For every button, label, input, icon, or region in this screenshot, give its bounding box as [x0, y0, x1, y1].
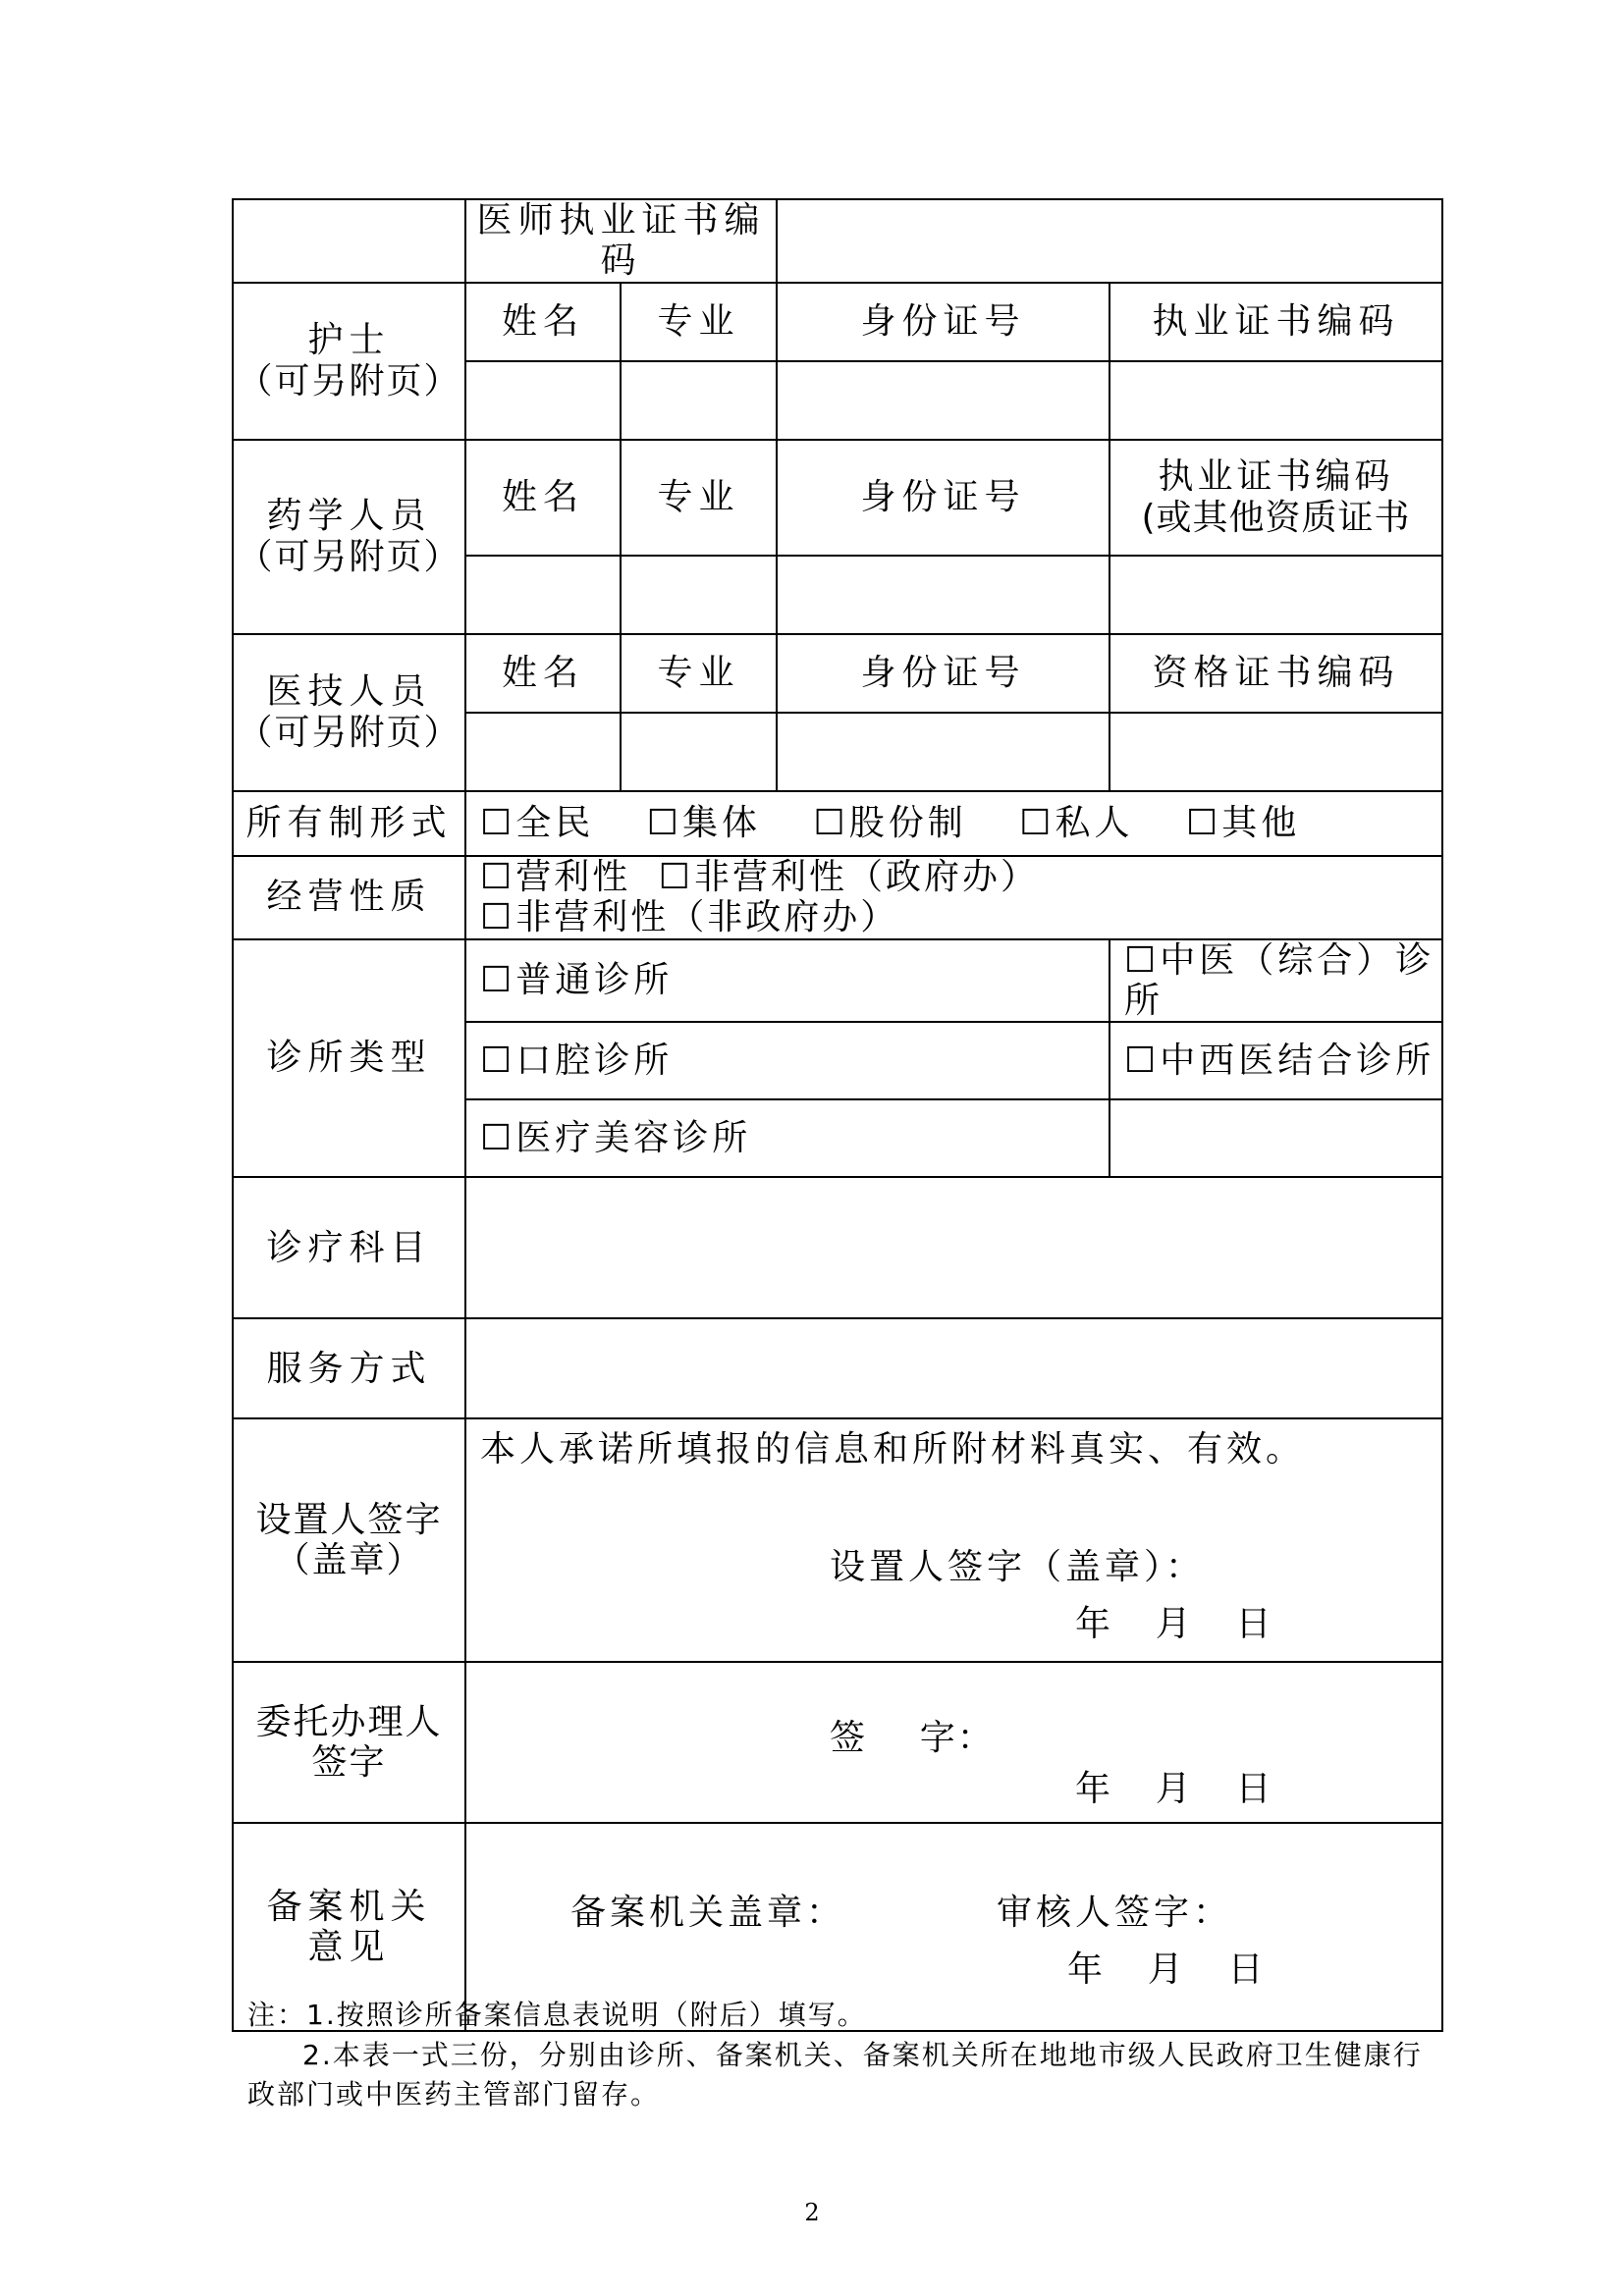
ownership-option-other[interactable]	[1186, 803, 1300, 843]
clinic-type-option-dental[interactable]	[465, 1022, 1110, 1099]
ownership-option-private[interactable]	[1019, 803, 1133, 843]
authority-label-line1: 备案机关	[266, 1886, 432, 1927]
setter-date[interactable]: 年 月 日	[1075, 1604, 1272, 1645]
agent-content	[465, 1662, 1442, 1823]
technician-label	[233, 634, 465, 791]
nurse-header-row	[233, 283, 1442, 361]
ownership-option-public[interactable]	[480, 803, 594, 843]
setter-label	[233, 1418, 465, 1662]
clinic-type-option-tcm[interactable]	[1110, 939, 1442, 1023]
pharmacy-col-cert-line2: (或其他资质证书	[1141, 497, 1411, 538]
setter-label-line2: （盖章）	[274, 1540, 424, 1581]
service-row	[233, 1318, 1442, 1418]
service-field[interactable]	[465, 1318, 1442, 1418]
checkbox-icon[interactable]: ☐	[813, 803, 845, 844]
setter-promise: 本人承诺所填报的信息和所附材料真实、有效。	[480, 1429, 1306, 1470]
checkbox-icon[interactable]: ☐	[1124, 1041, 1157, 1082]
nurse-col-id: 身份证号	[777, 283, 1110, 361]
clinic-type-row-1	[233, 939, 1442, 1023]
clinic-type-label: 诊所类型	[233, 939, 465, 1178]
pharmacy-major-field[interactable]	[621, 556, 777, 634]
authority-reviewer-line[interactable]: 审核人签字：	[997, 1893, 1233, 1934]
setter-content	[465, 1418, 1442, 1662]
technician-cert-field[interactable]	[1110, 713, 1442, 791]
technician-label-line2: （可另附页）	[237, 712, 461, 753]
setter-label-line1: 设置人签字	[255, 1499, 443, 1540]
agent-signature-line[interactable]: 签 字：	[830, 1718, 995, 1759]
setter-signature-line[interactable]: 设置人签字（盖章）：	[830, 1547, 1206, 1588]
nurse-label-line1: 护士	[307, 320, 391, 361]
technician-header-row	[233, 634, 1442, 713]
ownership-row	[233, 791, 1442, 856]
pharmacy-label-line2: （可另附页）	[237, 536, 461, 577]
service-label: 服务方式	[233, 1318, 465, 1418]
note-line-1: 注：1.按照诊所备案信息表说明（附后）填写。	[247, 1999, 867, 2031]
ownership-option-collective[interactable]	[647, 803, 761, 843]
option-label: 非营利性（政府办）	[694, 856, 1040, 897]
checkbox-icon[interactable]: ☐	[480, 1041, 513, 1082]
option-label: 中医（综合）诊所	[1124, 939, 1435, 1021]
authority-date[interactable]: 年 月 日	[1067, 1949, 1264, 1991]
agent-label	[233, 1662, 465, 1823]
checkbox-icon[interactable]: ☐	[480, 1118, 513, 1159]
checkbox-icon[interactable]: ☐	[480, 897, 513, 938]
pharmacy-col-cert-line1: 执业证书编码	[1158, 456, 1394, 498]
option-label: 营利性	[515, 856, 631, 897]
pharmacy-name-field[interactable]	[465, 556, 621, 634]
checkbox-icon[interactable]: ☐	[480, 856, 513, 897]
pharmacy-cert-field[interactable]	[1110, 556, 1442, 634]
pharmacy-label-line1: 药学人员	[266, 496, 432, 537]
technician-major-field[interactable]	[621, 713, 777, 791]
pharmacy-header-row	[233, 440, 1442, 556]
nurse-label	[233, 283, 465, 440]
option-label: 非营利性（非政府办）	[515, 897, 899, 938]
clinic-type-option-cosmetic[interactable]	[465, 1099, 1110, 1177]
pharmacy-col-id: 身份证号	[777, 440, 1110, 556]
option-label: 全民	[515, 803, 595, 844]
option-label: 中西医结合诊所	[1160, 1041, 1435, 1082]
technician-col-major: 专业	[621, 634, 777, 713]
option-label: 集体	[682, 803, 762, 844]
clinic-type-option-integrated[interactable]	[1110, 1022, 1442, 1099]
clinic-type-option-general[interactable]	[465, 939, 1110, 1023]
doctor-cert-field[interactable]	[777, 199, 1442, 283]
checkbox-icon[interactable]: ☐	[1124, 939, 1157, 981]
option-label: 股份制	[848, 803, 967, 844]
operation-row	[233, 856, 1442, 939]
agent-inner	[466, 1663, 1441, 1822]
technician-col-id: 身份证号	[777, 634, 1110, 713]
subjects-field[interactable]	[465, 1177, 1442, 1318]
clinic-registration-form	[232, 198, 1443, 2032]
agent-date[interactable]: 年 月 日	[1075, 1769, 1272, 1810]
note-line-3: 政部门或中医药主管部门留存。	[247, 2078, 661, 2111]
pharmacy-col-major: 专业	[621, 440, 777, 556]
pharmacy-col-name: 姓名	[465, 440, 621, 556]
form-notes	[247, 1996, 1426, 2115]
agent-label-line1: 委托办理人	[255, 1701, 443, 1742]
nurse-cert-field[interactable]	[1110, 361, 1442, 440]
checkbox-icon[interactable]: ☐	[480, 960, 513, 1001]
checkbox-icon[interactable]: ☐	[646, 803, 679, 844]
technician-col-cert: 资格证书编码	[1110, 634, 1442, 713]
option-label: 私人	[1055, 803, 1134, 844]
operation-option-nonprofit-gov[interactable]	[659, 857, 1039, 897]
option-label: 口腔诊所	[515, 1041, 674, 1082]
authority-label-line2: 意见	[307, 1927, 391, 1968]
note-line-2: 2.本表一式三份，分别由诊所、备案机关、备案机关所在地地市级人民政府卫生健康行	[302, 2038, 1423, 2071]
operation-option-profit[interactable]	[480, 857, 630, 897]
page-number: 2	[804, 2199, 820, 2226]
operation-options	[465, 856, 1442, 939]
option-label: 医疗美容诊所	[515, 1118, 752, 1159]
nurse-id-field[interactable]	[777, 361, 1110, 440]
pharmacy-label	[233, 440, 465, 634]
setter-inner	[466, 1419, 1441, 1661]
option-label: 普通诊所	[515, 960, 674, 1001]
checkbox-icon[interactable]: ☐	[1019, 803, 1052, 844]
pharmacy-id-field[interactable]	[777, 556, 1110, 634]
setter-row	[233, 1418, 1442, 1662]
nurse-col-major: 专业	[621, 283, 777, 361]
agent-label-line2: 签字	[311, 1742, 387, 1784]
operation-option-nonprofit-nongov[interactable]	[480, 897, 898, 937]
doctor-cert-label: 医师执业证书编码	[465, 199, 777, 283]
technician-label-line1: 医技人员	[266, 671, 432, 713]
checkbox-icon[interactable]: ☐	[480, 803, 513, 844]
nurse-major-field[interactable]	[621, 361, 777, 440]
blank-label-cell	[233, 199, 465, 283]
operation-label: 经营性质	[233, 856, 465, 939]
ownership-options	[465, 791, 1442, 856]
checkbox-icon[interactable]: ☐	[1186, 803, 1218, 844]
subjects-row	[233, 1177, 1442, 1318]
technician-name-field[interactable]	[465, 713, 621, 791]
agent-row	[233, 1662, 1442, 1823]
ownership-label: 所有制形式	[233, 791, 465, 856]
nurse-name-field[interactable]	[465, 361, 621, 440]
pharmacy-col-cert	[1110, 440, 1442, 556]
technician-col-name: 姓名	[465, 634, 621, 713]
clinic-type-empty-cell	[1110, 1099, 1442, 1177]
nurse-label-line2: （可另附页）	[237, 360, 461, 401]
option-label: 其他	[1221, 803, 1301, 844]
doctor-cert-row	[233, 199, 1442, 283]
nurse-col-cert: 执业证书编码	[1110, 283, 1442, 361]
technician-id-field[interactable]	[777, 713, 1110, 791]
checkbox-icon[interactable]: ☐	[658, 856, 691, 897]
authority-seal-line[interactable]: 备案机关盖章：	[570, 1893, 846, 1934]
subjects-label: 诊疗科目	[233, 1177, 465, 1318]
nurse-col-name: 姓名	[465, 283, 621, 361]
ownership-option-shareholding[interactable]	[814, 803, 967, 843]
